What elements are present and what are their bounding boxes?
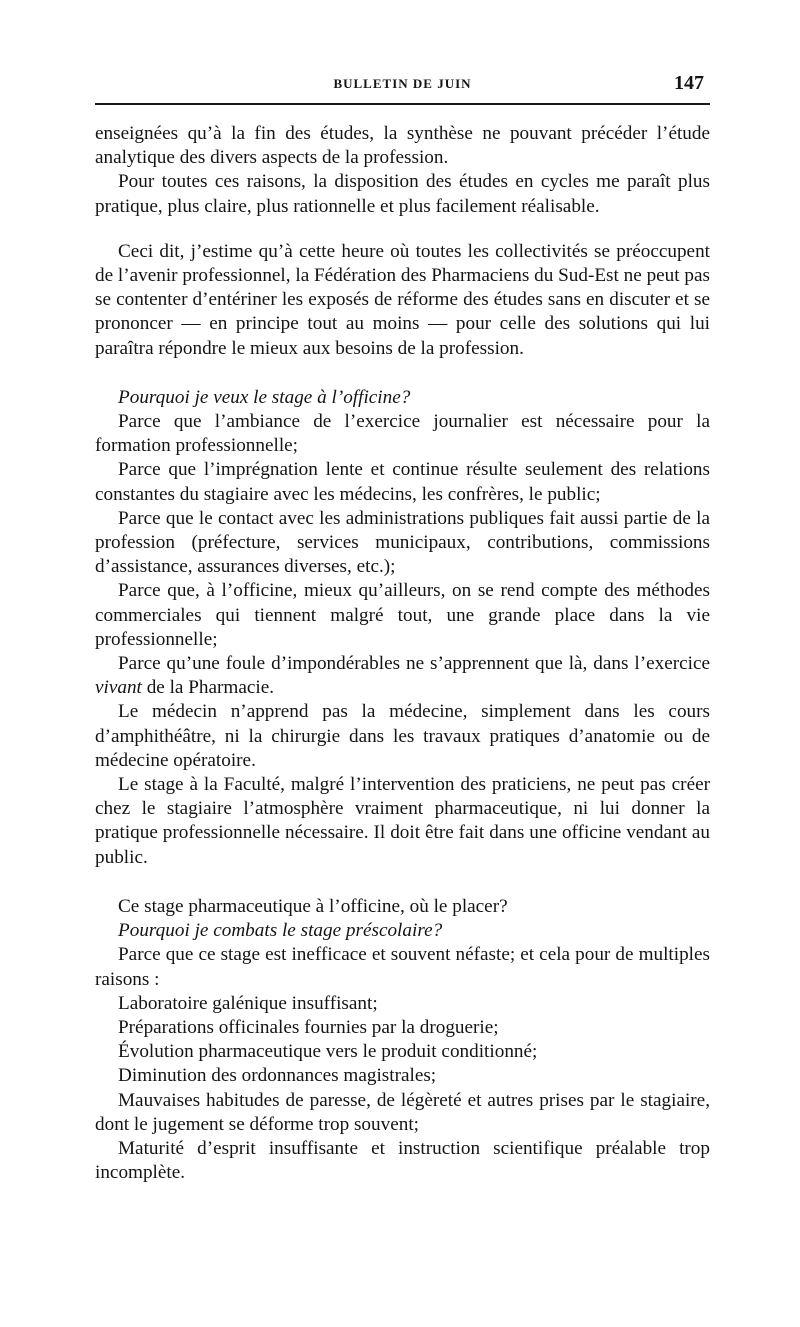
heading-text: Pourquoi je combats le stage préscolaire? xyxy=(118,920,443,942)
paragraph: Ce stage pharmaceutique à l’officine, où le placer? xyxy=(118,895,508,917)
paragraph: Ceci dit, j’estime qu’à cette heure où toutes les collectivités se préoccupent de l’avenir professionnel, la Fédération des Pharmaciens du Sud-Est ne peut pas se contenter d’entériner les exposés de réforme des études sans en discuter et se prononcer — en principe tout au moins — pour celle des solutions qui lui paraîtra répondre le mieux aux besoins de la profession. xyxy=(95,240,710,359)
page-number: 147 xyxy=(674,72,704,94)
running-title: BULLETIN DE JUIN xyxy=(333,76,472,91)
paragraph: Le médecin n’apprend pas la médecine, simplement dans les cours d’amphithéâtre, ni la chirurgie dans les travaux pratiques d’anatomie ou de médecine opératoire. xyxy=(95,701,710,771)
header-rule xyxy=(95,103,710,105)
heading-text: Pourquoi je veux le stage à l’officine? xyxy=(118,386,411,408)
list-item: Mauvaises habitudes de paresse, de légèreté et autres prises par le stagiaire, dont le jugement se déforme trop souvent; xyxy=(95,1089,710,1135)
list-item: Évolution pharmaceutique vers le produit conditionné; xyxy=(118,1041,538,1063)
paragraph: Parce que l’imprégnation lente et continue résulte seulement des relations constantes du stagiaire avec les médecins, les confrères, le public; xyxy=(95,459,710,505)
list-item: Laboratoire galénique insuffisant; xyxy=(118,992,378,1014)
paragraph xyxy=(95,652,710,700)
paragraph-gap xyxy=(95,870,710,895)
text-run: Parce qu’une foule d’impondérables ne s’apprennent que là, dans l’exercice xyxy=(118,653,710,675)
section-heading xyxy=(95,919,710,943)
body-text xyxy=(95,122,710,1185)
paragraph: Parce que le contact avec les administrations publiques fait aussi partie de la profession (préfecture, services municipaux, contributions, commissions d’assistance, assurances diverses, etc.); xyxy=(95,507,710,578)
list-item: Préparations officinales fournies par la droguerie; xyxy=(118,1016,499,1038)
italic-word: vivant xyxy=(95,677,142,699)
page xyxy=(95,0,710,1327)
running-header xyxy=(95,72,710,100)
paragraph-continuation: enseignées qu’à la fin des études, la synthèse ne pouvant précéder l’étude analytique des divers aspects de la profession. xyxy=(95,123,710,169)
list-item: Maturité d’esprit insuffisante et instruction scientifique préalable trop incomplète. xyxy=(95,1137,710,1184)
paragraph-gap xyxy=(95,219,710,240)
list-item: Diminution des ordonnances magistrales; xyxy=(118,1065,437,1087)
paragraph: Parce que, à l’officine, mieux qu’ailleurs, on se rend compte des méthodes commerciales qui tiennent malgré tout, une grande place dans la vie professionnelle; xyxy=(95,580,710,650)
paragraph-gap xyxy=(95,361,710,386)
paragraph: Parce que ce stage est inefficace et souvent néfaste; et cela pour de multiples raisons : xyxy=(95,944,710,990)
paragraph: Pour toutes ces raisons, la disposition des études en cycles me paraît plus pratique, plus claire, plus rationnelle et plus facilement réalisable. xyxy=(95,171,710,217)
paragraph: Parce que l’ambiance de l’exercice journalier est nécessaire pour la formation professionnelle; xyxy=(95,411,710,457)
paragraph: Le stage à la Faculté, malgré l’intervention des praticiens, ne peut pas créer chez le stagiaire l’atmosphère vraiment pharmaceutique, ni lui donner la pratique professionnelle nécessaire. Il doit être fait dans une officine vendant au public. xyxy=(95,774,710,868)
text-run: de la Pharmacie. xyxy=(146,677,275,699)
section-heading xyxy=(95,386,710,410)
